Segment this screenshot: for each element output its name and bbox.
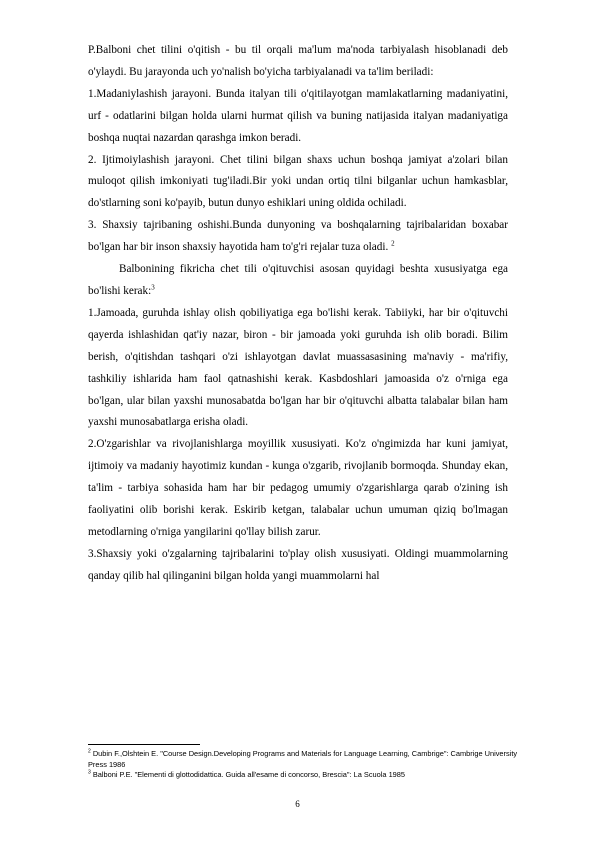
footnote-2: $^2$ Dubin F.,Olshtein E. "Course Design.Developing Programs and Materials for Language Learning, Cambrige": Cambrige University Press 1986 — [88, 748, 518, 769]
paragraph-balboni-intro: P.Balboni chet tilini o'qitish - bu til orqali ma'lum ma'noda tarbiyalash hisoblanadi deb o'ylaydi. Bu jarayonda uch yo'nalish bo'yicha tarbiyalanadi va ta'lim beriladi: — [88, 44, 508, 78]
paragraph-ozgarishlar: 2.O'zgarishlar va rivojlanishlarga moyillik xususiyati. Ko'z o'ngimizda har kuni jamiyat, ijtimoiy va madaniy hayotimiz kundan - kunga o'zgarib, rivojlanib bormoqda. Shunday ekan, ta'lim - tarbiya sohasida ham har bir pedagog umumiy o'zgarishlarga qarab o'zining ish faoliyatini olib borishi kerak. Eskirib ketgan, talabalar uchun umuman qiziq bo'lmagan metodlarning o'rniga yangilarini qo'llay bilish zarur. — [88, 438, 508, 538]
footnote-ref-2: 2 — [391, 239, 395, 248]
paragraph-tajriba-toplash: 3.Shaxsiy yoki o'zgalarning tajribalarini to'play olish xususiyati. Oldingi muammolarning qanday qilib hal qilinganini bilgan holda yangi muammolarni hal — [88, 547, 508, 582]
page-body — [88, 40, 508, 588]
paragraph-madaniylashish: 1.Madaniylashish jarayoni. Bunda italyan tili o'qitilayotgan mamlakatlarning madaniyatini, urf - odatlarini bilgan holda ularni hurmat qilish va buning natijasida italyan madaniyatiga boshqa nuqtai nazardan qarashga imkon beradi. — [88, 87, 508, 144]
paragraph-jamoada-ishlash: 1.Jamoada, guruhda ishlay olish qobiliyatiga ega bo'lishi kerak. Tabiiyki, har bir o'qituvchi qayerda ishlashidan qat'iy nazar, biron - bir jamoada yoki guruhda ish olib boradi. Bilim berish, o'qitishdan tashqari o'zi ishlayotgan davlat muassasasining ma'naviy - ma'rifiy, tashkiliy ishlarida ham faol qatnashishi kerak. Kasbdoshlari jamoasida o'z o'rniga ega bo'lgan, ular bilan yaxshi munosabatda bo'lgan har bir o'qituvchi albatta talabalar bilan ham yaxshi munosabatlarga erisha oladi. — [88, 306, 508, 429]
footnote-3: $^3$ Balboni P.E. "Elementi di glottodidattica. Guida all'esame di concorso, Brescia": La Scuola 1985 — [88, 769, 406, 780]
paragraph-beshta-xususiyat: Balbonining fikricha chet tili o'qituvchisi asosan quyidagi beshta xususiyatga ega bo'lishi kerak:$^3$ — [88, 263, 508, 297]
paragraph-shaxsiy-tajriba: 3. Shaxsiy tajribaning oshishi.Bunda dunyoning va boshqalarning tajribalaridan boxabar bo'lgan har bir inson shaxsiy hayotida ham to'g'ri rejalar tuza oladi. $^2$ — [88, 219, 508, 254]
page-number: 6 — [295, 799, 300, 809]
paragraph-ijtimoiylashish: 2. Ijtimoiylashish jarayoni. Chet tilini bilgan shaxs uchun boshqa jamiyat a'zolari bilan muloqot qilish imkoniyati tug'iladi.Bir yoki undan ortiq tilni bilganlar uchun hamkasblar, do'stlarning soni ko'payib, butun dunyo eshiklari uning oldida ochiladi. — [88, 153, 508, 210]
footnote-separator — [88, 744, 200, 745]
footnote-ref-3: 3 — [151, 283, 155, 292]
footnotes — [88, 749, 518, 781]
